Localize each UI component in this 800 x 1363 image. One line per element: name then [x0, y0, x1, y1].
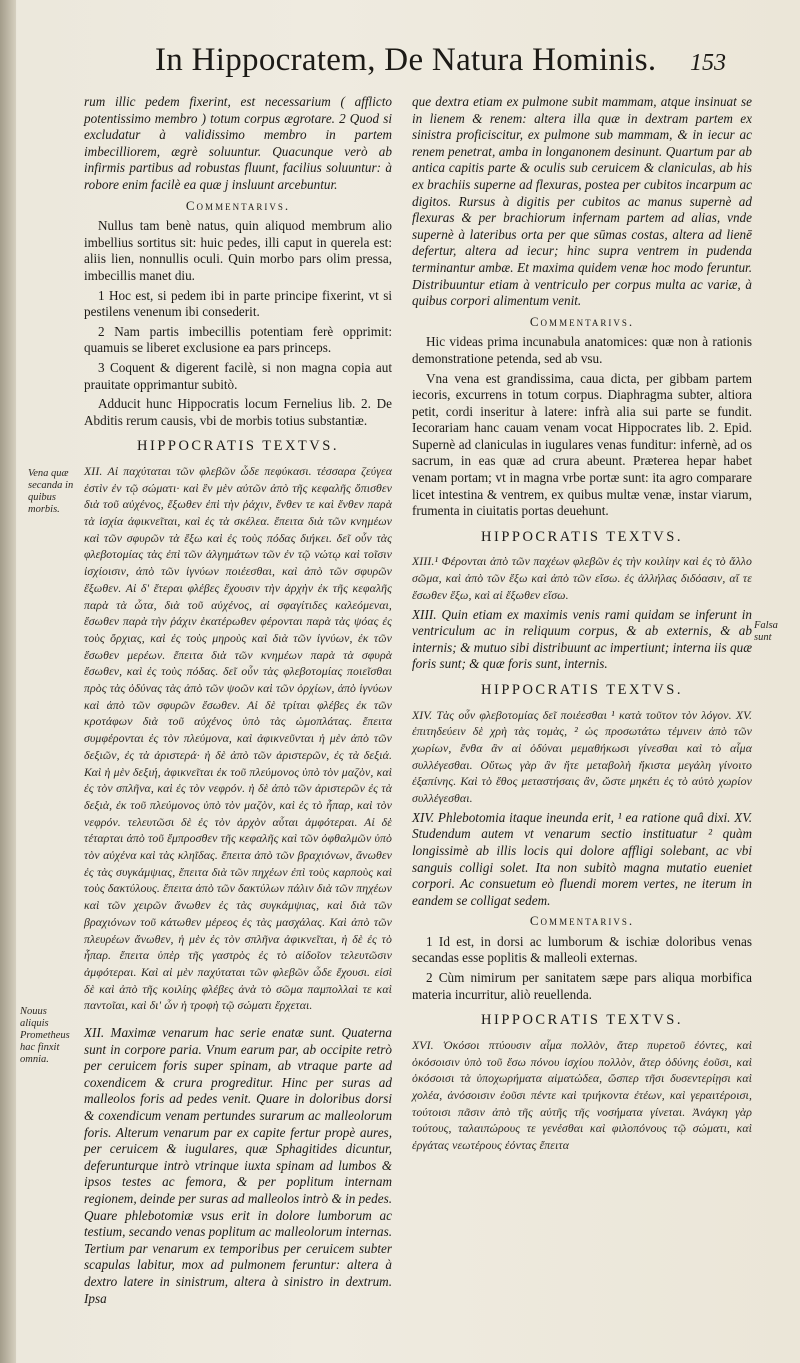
commentary-note-1: 1 Hoc est, si pedem ibi in parte principe fixerint, vt si pestilens venenum ibi consederit. [84, 287, 392, 320]
latin-translation-block: XIII. Quin etiam ex maximis venis rami quidam se inferunt in ventriculum ac in reliquum corpus, & ab externis, & ab internis; & mutuo sibi distribuunt ac impertiunt; interna iis quæ foris sunt; & quæ foris sunt, internis. [412, 606, 752, 672]
latin-translation-block: XIV. Phlebotomia itaque ineunda erit, ¹ ea ratione quâ dixi. XV. Studendum autem vt venarum sectio instituatur ² quàm longissimè ab illis locis qui dolore affligi solebant, ac vbi sanguis colligi solet. Ita non subitò magna mutatio eueniet corpori. Ac consuetum eò fluendi morem vertes, ne iterum in eandem se colligat sedem. [412, 809, 752, 908]
commentary-note-2: 2 Nam partis imbecillis potentiam ferè opprimit: quamuis se liberet exclusione ea pars princeps. [84, 323, 392, 356]
section-heading-textus: HIPPOCRATIS TEXTVS. [137, 438, 339, 455]
page-number: 153 [690, 50, 726, 76]
section-heading-textus: HIPPOCRATIS TEXTVS. [481, 1012, 683, 1029]
running-head: In Hippocratem, De Natura Hominis. [155, 42, 657, 78]
margin-note: Nouus aliquis Prometheus hac finxit omnia. [20, 1006, 70, 1065]
greek-text-block: XIV. Τὰς οὖν φλεβοτομίας δεῖ ποιέεσθαι ¹ κατὰ τοῦτον τὸν λόγον. XV. ἐπιτηδεύειν δὲ χρὴ τὰς τομὰς, ² ὡς προσωτάτω τέμνειν ἀπὸ τῶν χωρίων, ἔνθα ἂν αἱ ὀδύναι μεμαθήκωσι γίνεσθαι καὶ τὸ αἷμα συλλέγεσθαι. Οὕτως γὰρ ἂν ἥτε μεταβολὴ ἥκιστα μεγάλη γίνοιτο ἐξαπίνης. Καὶ τὸ ἔθος μεταστήσαις ἂν, ὥστε μηκέτι ἐς τὸ αὐτὸ χωρίον συλλέγεσθαι. [412, 707, 752, 806]
section-heading-textus: HIPPOCRATIS TEXTVS. [481, 681, 683, 698]
commentary-paragraph: Vna vena est grandissima, caua dicta, per gibbam partem iecoris, excurrens in totum corpus. Diaphragma subter, altiora petit, cordi inseritur à latere: infrà alia sui parte se fundit. Iecorariam hanc cauam venam vocat Hippocrates lib. 2. Epid. Supernè ad claniculas in iugulares venas funditur: infernè, ad os sacrum, in eas quæ ad crura abeunt. Præterea hepar habet venam portam; vt in magna vrbe portæ sunt: ita agro comparare licet intestina & ventrem, ex quibus multæ venæ, instar viarum, frumenta in ciuitatis portas deuehunt. [412, 370, 752, 519]
commentary-reference: Adducit hunc Hippocratis locum Fernelius lib. 2. De Abditis rerum causis, vbi de morbis totius substantiæ. [84, 396, 392, 428]
latin-paragraph: que dextra etiam ex pulmone subit mammam, atque insinuat se in lienem & renem: altera illa quæ in dextram partem ex sinistra proficiscitur, ex pulmone sub mammam, & in iecur ac renem penetrat, amba in longanonem desinunt. Quartum par ab antica capitis parte & oculis sub ceruicem & claniculas, ab his ex brachiis superne ad flexuras, postea per cubitos incarpum ac digitos. Rursus à digitis per cubitos ac manus supernè ad flexuras & per brachiorum infernam partem ad alias, vnde supernè à lateribus orta per que sūmas costas, altera ad lienē defertur, altera ad iecur; hinc supra ventrem in pudenda terminantur ambæ. Et maxima quidem venæ hoc modo feruntur. Distribuuntur etiam à ventriculo per corpus multa ac variæ, à quibus corpori alimentum venit. [412, 94, 752, 309]
commentary-note-1: 1 Id est, in dorsi ac lumborum & ischiæ doloribus venas secandas esse poplitis & malleoli externas. [412, 933, 752, 966]
greek-text-block: XII. Αἱ παχύταται τῶν φλεβῶν ὧδε πεφύκασι. τέσσαρα ζεύγεα ἐστὶν ἐν τῷ σώματι· καὶ ἓν μὲν αὐτῶν ἀπὸ τῆς κεφαλῆς ὄπισθεν διὰ τοῦ αὐχένος, ἔξωθεν ἐπὶ τὴν ῥάχιν, ἔνθεν τε καὶ ἔνθεν παρὰ τὰ ἰσχία ἀφικνεῖται, καὶ ἐς τὰ σκέλεα. ἔπειτα διὰ τῶν κνημέων καὶ τῶν σφυρῶν τὰ ἔξω καὶ ἐς τοὺς πόδας διήκει. δεῖ οὖν τὰς φλεβοτομίας τὰς ἐπὶ τῶν ἀλγημάτων τῶν ἐν τῷ νώτῳ καὶ τοῖσιν ἰσχίοισιν, ἀπὸ τῶν ἰγνύων ποιέεσθαι, καὶ ἀπὸ τῶν σφυρῶν ἔξωθεν. Αἱ δ' ἕτεραι φλέβες ἔχουσιν τὴν ἀρχὴν ἐκ τῆς κεφαλῆς παρὰ τὰ ὦτα, διὰ τοῦ αὐχένος, αἱ σφαγίτιδες καλεόμεναι, ἔσωθεν παρὰ τὴν ῥάχιν ἑκατέρωθεν φέρονται παρὰ τὰς ψόας ἐς τοὺς ὄρχιας, καὶ ἐς τοὺς μηροὺς καὶ διὰ τῶν ἰγνύων, ἐκ τῶν ἔσωθεν μερέων. ἔπειτα διὰ τῶν κνημέων παρὰ τὰ σφυρὰ ἔσωθεν, καὶ ἐς τοὺς πόδας. δεῖ οὖν τὰς φλεβοτομίας ποιεῖσθαι πρὸς τὰς ὀδύνας τὰς ἀπὸ τῶν ψοῶν καὶ τῶν ὀρχίων, ἀπὸ ἰγνύων καὶ ἀπὸ τῶν σφυρῶν ἔσωθεν. Αἱ δὲ τρίται φλέβες ἐκ τῶν κροτάφων διὰ τοῦ αὐχένος ὑπὸ τὰς ὠμοπλάτας. ἔπειτα συμφέρονται ἐς τὸν πλεύμονα, καὶ ἀφικνεῦνται ἡ μὲν ἀπὸ τῶν δεξιῶν, ἐς τὰ ἀριστερά· ἡ δὲ ἀπὸ τῶν ἀριστερῶν, ἐς τὰ δεξιά. Καὶ ἡ μὲν δεξιή, ἀφικνεῖται ἐκ τοῦ πλεύμονος ὑπὸ τὸν μαζὸν, καὶ ἐς τὸν σπλῆνα, καὶ ἐς τὸν νεφρόν. ἡ δὲ ἀπὸ τῶν ἀριστερῶν ἐς τὰ δεξιὰ, ἐκ τοῦ πλεύμονος ὑπὸ τὸν μαζὸν, καὶ ἐς τὸ ἧπαρ, καὶ τὸν νεφρόν. τελευτῶσι δὲ ἐς τὸν ἀρχὸν αὗται ἀμφότεραι. Αἱ δὲ τέταρται ἀπὸ τοῦ ἔμπροσθεν τῆς κεφαλῆς καὶ τῶν ὀφθαλμῶν ὑπὸ τὸν αὐχένα καὶ τὰς κληῖδας. ἔπειτα ἀπὸ τῶν βραχιόνων, ἄνωθεν ἐς τὰς συγκάμψιας, ἔπειτα διὰ τῶν πηχέων ἐπὶ τοὺς καρποὺς καὶ τοὺς δακτύλους. ἔπειτα ἀπὸ τῶν δακτύλων πάλιν διὰ τῶν πηχέων καὶ τῶν χειρῶν ἄνωθεν ἐς τὰς συγκάμψιας, καὶ διὰ τῶν βραχιόνων τοῦ κάτωθεν μέρεος ἐς τὰς μασχάλας. Καὶ ἀπὸ τῶν πλευρέων ἄνωθεν, ἡ μὲν ἐς τὸν σπλῆνα ἀφικνεῖται, ἡ δὲ ἐς τὸ ἧπαρ. ἔπειτα ὑπὲρ τῆς γαστρὸς ἐς τὸ αἰδοῖον τελευτῶσιν ἀμφότεραι. Καὶ αἱ μὲν παχύταται τῶν φλεβῶν ὧδε ἔχουσι. εἰσὶ δὲ καὶ ἀπὸ τῆς κοιλίης φλέβες ἀνὰ τὸ σῶμα παμπολλαὶ τε καὶ παντοῖαι, καὶ δι' ὧν ἡ τροφὴ τῷ σώματι ἔρχεται. [84, 463, 392, 1013]
section-heading-commentarius: Commentarivs. [529, 913, 635, 929]
latin-paragraph: rum illic pedem fixerint, est necessarium ( afflicto potentissimo membro ) totum corpus ægrotare. 2 Quod si excludatur à validissimo membro in partem imbecilliorem, ægrè soluuntur. Quacunque verò ab infirmis partibus ad robustas fluunt, facilius soluuntur: à robore enim facilè ea quæ j insluunt arcebuntur. [84, 94, 392, 192]
section-heading-textus: HIPPOCRATIS TEXTVS. [481, 528, 683, 545]
page-gutter-shadow [0, 0, 16, 1363]
section-heading-commentarius: Commentarivs. [529, 313, 635, 329]
left-column [84, 94, 392, 1310]
commentary-paragraph: Hic videas prima incunabula anatomices: quæ non à rationis demonstratione petenda, sed ab vsu. [412, 334, 752, 366]
commentary-paragraph: Nullus tam benè natus, quin aliquod membrum alio imbellius sortitus sit: huic pedes, illi caput in querela est: aliis lien, nonnullis oculi. Quin morbo pars olim pressa, imbecillis manet diu. [84, 218, 392, 283]
margin-note: Vena quæ secanda in quibus morbis. [28, 468, 74, 515]
greek-text-block: XIII.¹ Φέρονται ἀπὸ τῶν παχέων φλεβῶν ἐς τὴν κοιλίην καὶ ἐς τὸ ἄλλο σῶμα, καὶ ἀπὸ τῶν ἔξω καὶ ἀπὸ τῶν εἴσω. ἐς ἀλλήλας διδόασιν, αἵ τε ἔσωθεν ἔξω, καὶ αἱ ἔξωθεν εἴσω. [412, 554, 752, 602]
commentary-note-2: 2 Cùm nimirum per sanitatem sæpe pars aliqua morbifica materia incurritur, aliò reuellenda. [412, 970, 752, 1002]
right-column [412, 94, 752, 1157]
commentary-note-3: 3 Coquent & digerent facilè, si non magna copia aut prauitate opprimantur subitò. [84, 359, 392, 392]
spacer [84, 1017, 392, 1025]
section-heading-commentarius: Commentarivs. [185, 197, 291, 213]
greek-text-block: XVI. Ὁκόσοι πτύουσιν αἷμα πολλὸν, ἄτερ πυρετοῦ ἐόντες, καὶ ὁκόσοισιν ὑπὸ τοῦ ἔσω πόνου ἰσχίου πολλὸν, ἄτερ ὀδύνης ἐοῦσι, καὶ ὁκόσοισι τὰ ὑποχωρήματα αἱματώδεα, ὥσπερ τῆσι δυσεντερίῃσι καὶ χολέα, ἀνόσοισιν ἐοῦσι πέντε καὶ τριήκοντα ἐτέων, καὶ γεραιτέροισι, τούτοισι πᾶσιν ἀπὸ τῆς αὐτῆς τῆς νοσήματα γίνεται. Ἀνάγκη γὰρ τούτους, ταλαιπώρους τε γενέσθαι καὶ φιλοπόνους τῷ σώματι, καὶ ἐργάτας νεωτέρους ἐόντας ἔπειτα [412, 1037, 752, 1153]
latin-translation-block: XII. Maximæ venarum hac serie enatæ sunt. Quaterna sunt in corpore paria. Vnum earum par, ab occipite retrò per ceruicem foris super spinam, ab vtraque parte ad coxendicem & crura progreditur. Hinc per suras ad malleolos foris ad pedes venit. Quare in doloribus dorsi & coxendicum venam pertundes surarum ac malleolorum foris. Alterum venarum par ex capite fertur propè aures, per ceruicem & iugulares, quæ Sphagitides dicuntur, deferunturque intrò vtrinque iuxta spinam ad lumbos & ipsos testes ac femora, & per poplitum internam regionem, deinde per suras ad malleolos intrò & in pedes. Quare phlebotomiæ vsus erit in dolore lumborum ac testium, secando venas poplitum ac malleolorum internas. Tertium par venarum ex temporibus per ceruicem subter scapulas labitur, mox ad pulmonem feruntur: altera à dextro latere in sinistrum, altera à sinistro in dextrum. Ipsa [84, 1025, 392, 1306]
margin-note: Falsa sunt [754, 620, 778, 643]
